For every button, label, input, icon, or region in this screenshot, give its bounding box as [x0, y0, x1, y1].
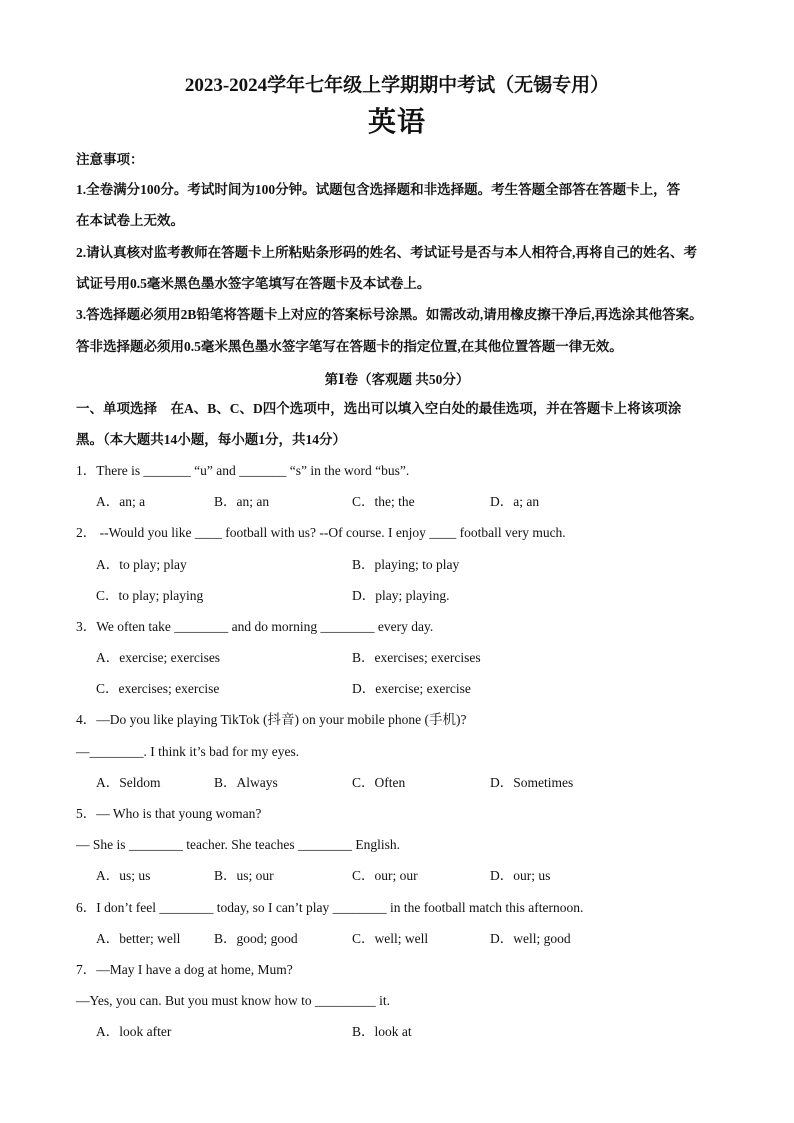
note-line-5: 3.答选择题必须用2B铅笔将答题卡上对应的答案标号涂黑。如需改动,请用橡皮擦干净后,再选涂其他答案。	[76, 307, 703, 322]
question-6-option-b: B．good; good	[214, 931, 298, 946]
question-3-option-b: B．exercises; exercises	[352, 650, 481, 665]
question-6-option-a: A．better; well	[96, 931, 181, 946]
question-6-option-d: D．well; good	[490, 931, 571, 946]
question-5-option-d: D．our; us	[490, 868, 551, 883]
question-4-option-b: B．Always	[214, 775, 278, 790]
section-title: 第Ⅰ卷（客观题 共50分）	[324, 372, 470, 387]
exam-title: 2023-2024学年七年级上学期期中考试（无锡专用）	[184, 75, 610, 96]
note-line-6: 答非选择题必须用0.5毫米黑色墨水签字笔写在答题卡的指定位置,在其他位置答题一律无效。	[76, 339, 623, 354]
question-6-option-c: C．well; well	[352, 931, 429, 946]
question-2-option-a: A．to play; play	[96, 557, 187, 572]
question-3-stem: 3．We often take ________ and do morning ________ every day.	[76, 619, 434, 634]
question-1-option-b: B．an; an	[214, 494, 270, 509]
question-4-option-c: C．Often	[352, 775, 406, 790]
section-instruction-1: 一、单项选择 在A、B、C、D四个选项中，选出可以填入空白处的最佳选项，并在答题卡上将该项涂	[76, 401, 682, 416]
question-2-option-d: D．play; playing.	[352, 588, 450, 603]
question-7-stem-2: —Yes, you can. But you must know how to _________ it.	[76, 993, 391, 1008]
question-2-stem: 2． --Would you like ____ football with us? --Of course. I enjoy ____ football very much.	[76, 525, 566, 540]
question-6-stem: 6．I don’t feel ________ today, so I can’t play ________ in the football match this afternoon.	[76, 900, 584, 915]
section-instruction-2: 黑。（本大题共14小题，每小题1分，共14分）	[76, 432, 346, 447]
question-5-stem-2: — She is ________ teacher. She teaches ________ English.	[76, 837, 400, 852]
question-1-option-c: C．the; the	[352, 494, 415, 509]
question-3-option-a: A．exercise; exercises	[96, 650, 221, 665]
question-1-stem: 1．There is _______ “u” and _______ “s” in the word “bus”.	[76, 463, 410, 478]
question-3-option-c: C．exercises; exercise	[96, 681, 220, 696]
question-4-option-d: D．Sometimes	[490, 775, 574, 790]
question-7-option-b: B．look at	[352, 1024, 412, 1039]
question-4-stem: 4．—Do you like playing TikTok (抖音) on your mobile phone (手机)?	[76, 712, 467, 727]
note-line-4: 试证号用0.5毫米黑色墨水签字笔填写在答题卡及本试卷上。	[76, 276, 431, 291]
exam-subject: 英语	[367, 107, 426, 138]
question-4-stem-2: —________. I think it’s bad for my eyes.	[76, 744, 300, 759]
question-7-option-a: A．look after	[96, 1024, 172, 1039]
question-5-option-a: A．us; us	[96, 868, 151, 883]
notes-heading: 注意事项：	[76, 152, 144, 167]
question-2-option-c: C．to play; playing	[96, 588, 204, 603]
question-1-option-a: A．an; a	[96, 494, 146, 509]
question-4-option-a: A．Seldom	[96, 775, 161, 790]
question-1-option-d: D．a; an	[490, 494, 540, 509]
question-2-option-b: B．playing; to play	[352, 557, 460, 572]
question-5-option-c: C．our; our	[352, 868, 418, 883]
note-line-1: 1.全卷满分100分。考试时间为100分钟。试题包含选择题和非选择题。考生答题全部答在答题卡上，答	[76, 182, 681, 197]
question-5-stem: 5．— Who is that young woman?	[76, 806, 262, 821]
note-line-3: 2.请认真核对监考教师在答题卡上所粘贴条形码的姓名、考试证号是否与本人相符合,再将自己的姓名、考	[76, 245, 697, 260]
question-3-option-d: D．exercise; exercise	[352, 681, 471, 696]
note-line-2: 在本试卷上无效。	[76, 213, 184, 228]
question-7-stem: 7．—May I have a dog at home, Mum?	[76, 962, 293, 977]
question-5-option-b: B．us; our	[214, 868, 274, 883]
